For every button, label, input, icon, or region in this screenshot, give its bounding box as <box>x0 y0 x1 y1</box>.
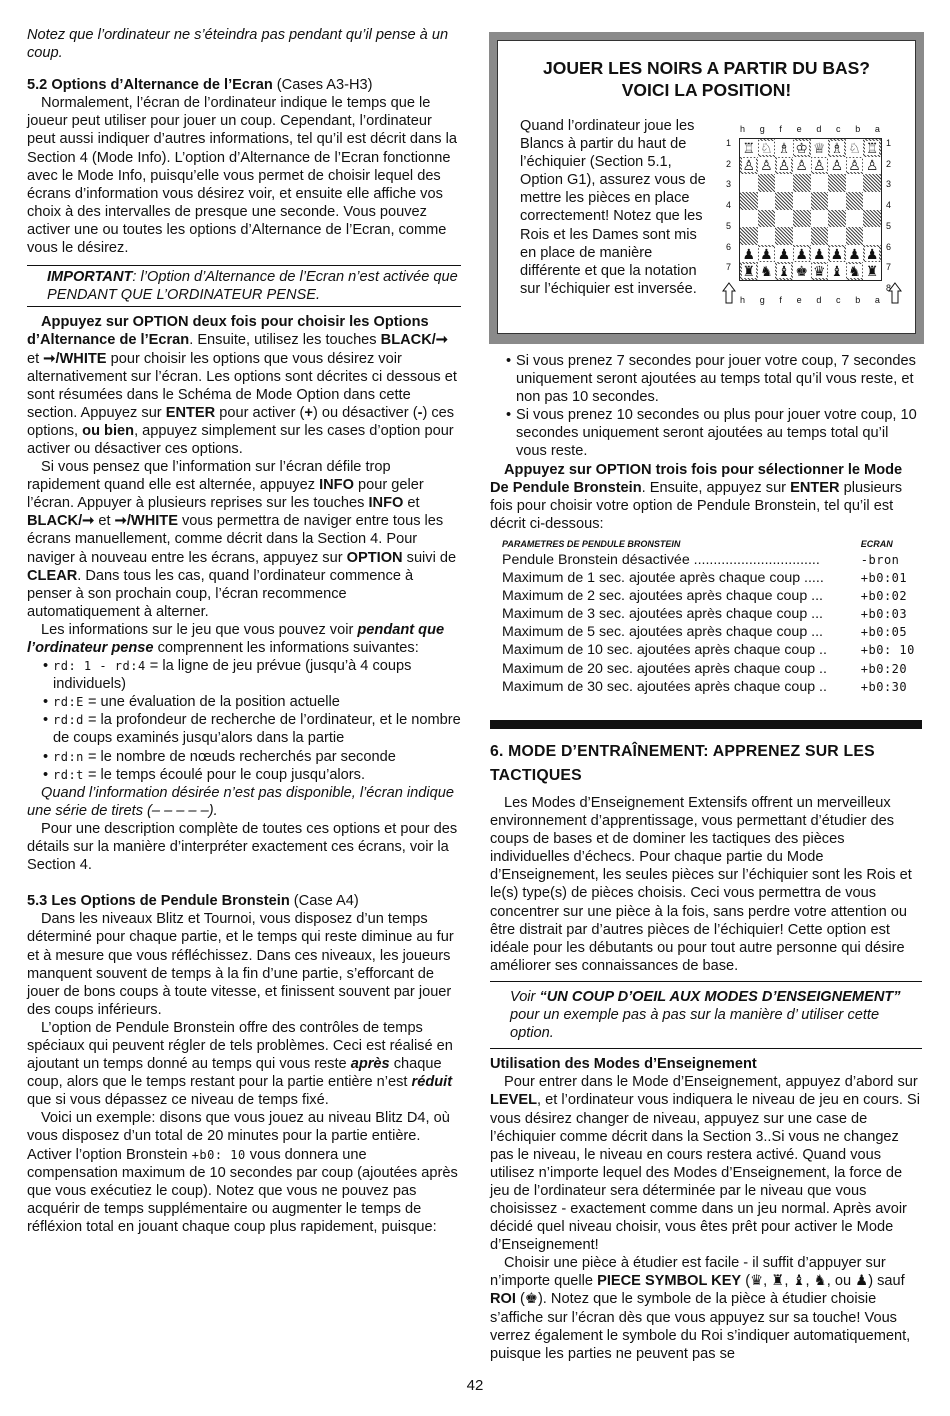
table-header-params: PARAMETRES DE PENDULE BRONSTEIN <box>502 538 681 549</box>
section-5-2-paragraph: Normalement, l’écran de l’ordinateur indique le temps que le joueur peut utiliser pour jouer un coup. Cependant, l’ordinateur peut aussi indiquer d’autres informations, tel qu’il est décrit dans la Section 4 (Mode Info). L’option d’Alternance de l’Ecran fonctionne avec le Mode Info, puisqu’elle vous permet de choisir lequel des écrans d’information vous désirez voir, et ensuite elle affiche vos choix à des intervalles de presque une seconde. Vous pouvez activer une ou toutes les options d’Alternance de l’Ecran, comme vous le désirez. <box>27 95 457 257</box>
board-file-label: g <box>759 295 765 305</box>
chess-piece: ♙ <box>830 157 844 174</box>
freeze-screen-paragraph: Si vous pensez que l’information sur l’écran défile trop rapidement quand elle est alternée, appuyez INFO pour geler l’écran. Appuyer à plusieurs reprises sur les touches INFO et BLACK/➞ et ➞/WHITE vous permettra de naviger entre tous les écrans manuellement, comme décrit dans la Section 4. Pour naviger à nouveau entre les écrans, appuyez sur OPTION suivi de CLEAR. Dans tous les cas, quand l’ordinateur commence à penser à son prochain coup, l’écran recommence automatiquement à alterner. <box>27 459 457 620</box>
notice-inner <box>497 40 916 334</box>
board-square <box>793 157 811 175</box>
list-item: • rd:t = le temps écoulé pour le coup jusqu’alors. <box>27 766 461 784</box>
board-file-label: g <box>759 124 765 134</box>
chess-piece: ♟ <box>830 245 844 262</box>
chess-piece: ♙ <box>848 157 861 174</box>
board-rank-label: 7 <box>886 262 892 273</box>
board-square <box>828 139 846 157</box>
board-square <box>758 262 776 280</box>
table-row <box>502 551 920 569</box>
board-square <box>828 245 846 263</box>
list-item: • Si vous prenez 7 secondes pour jouer votre coup, 7 secondes uniquement seront ajoutées au temps total qu’il vous reste, et non pas 10 secondes. <box>490 352 922 406</box>
board-square <box>758 174 776 192</box>
board-square <box>758 210 776 228</box>
dashes-note: Quand l’information désirée n’est pas disponible, l’écran indique une série de tirets (– – – – –). <box>27 784 454 819</box>
chess-piece: ♟ <box>795 245 808 262</box>
board-square <box>775 139 793 157</box>
board-square <box>793 174 811 192</box>
table-cell-screen: +b0:01 <box>860 571 908 586</box>
board-square <box>775 227 793 245</box>
chess-piece: ♖ <box>742 139 756 156</box>
teaching-modes-paragraph-2: Choisir une pièce à étudier est facile - il suffit d’appuyer sur n’importe quelle PIECE SYMBOL KEY (♛, ♜, ♝, ♞, ou ♟) sauf ROI (♚). Notez que le symbole de la pièce à étudier choisie s’affiche sur l’écran dès que vous appuyez sur sa touche! Vous verrez également le symbole du Roi s’indiquer automatiquement, puisque les parties ne peuvent pas se <box>490 1255 911 1362</box>
board-square <box>775 262 793 280</box>
note-top-rule <box>490 981 922 982</box>
chess-piece: ♙ <box>760 157 773 174</box>
table-cell-param: Maximum de 3 sec. ajoutées après chaque coup ... <box>502 606 823 623</box>
table-cell-param: Maximum de 10 sec. ajoutées après chaque coup .. <box>502 642 827 659</box>
board-square <box>863 227 881 245</box>
board-square <box>811 157 829 175</box>
chess-piece: ♙ <box>795 157 808 174</box>
board-square <box>811 139 829 157</box>
board-rank-label: 1 <box>726 138 732 148</box>
board-square <box>793 262 811 280</box>
notice-title-line-1: JOUER LES NOIRS A PARTIR DU BAS? <box>542 58 870 78</box>
board-square <box>775 157 793 175</box>
board-rank-label: 6 <box>886 241 892 252</box>
board-square <box>740 245 758 263</box>
board-square <box>740 227 758 245</box>
board-square <box>758 192 776 210</box>
chess-piece: ♞ <box>848 263 861 280</box>
notice-title <box>498 57 915 101</box>
board-files-bottom <box>740 295 880 305</box>
chess-piece: ♚ <box>795 263 808 280</box>
board-file-label: f <box>779 124 782 134</box>
board-square <box>846 227 864 245</box>
board-square <box>793 210 811 228</box>
table-header-row <box>502 537 920 551</box>
board-square <box>863 210 881 228</box>
board-square <box>758 157 776 175</box>
section-5-2-title: 5.2 Options d’Alternance de l’Ecran (Cases A3-H3) <box>27 77 373 94</box>
table-cell-param: Maximum de 1 sec. ajoutée après chaque coup ..... <box>502 570 824 587</box>
board-rank-label: 5 <box>886 220 892 231</box>
up-arrow-icon <box>722 282 736 304</box>
board-file-label: e <box>796 295 802 305</box>
board-file-label: h <box>740 124 746 134</box>
board-ranks-right <box>886 138 891 293</box>
board-grid <box>739 138 882 281</box>
page-number: 42 <box>466 1377 484 1394</box>
table-row <box>502 569 920 587</box>
note-bottom-rule <box>490 1048 922 1049</box>
table-row <box>502 660 920 678</box>
board-rank-label: 3 <box>886 179 892 190</box>
board-file-label: d <box>816 124 822 134</box>
chess-piece: ♔ <box>795 139 808 156</box>
board-square <box>811 174 829 192</box>
section-divider-bar <box>490 720 922 729</box>
chess-piece: ♕ <box>813 139 826 156</box>
board-square <box>775 192 793 210</box>
board-square <box>863 174 881 192</box>
section-5-3-paragraph-3: Voici un exemple: disons que vous jouez au niveau Blitz D4, où vous disposez d’un total de 20 minutes pour la partie entière. Activer l’option Bronstein +b0: 10 vous donnera une compensation maximum de 10 secondes par coup (ajoutées après que vous exécutiez le coup). Notez que vous ne pouvez pas acquérir de temps supplémentaire ou augmenter le temps de réfléxion total en jouant chaque coup plus rapidement, puisque: <box>27 1110 458 1235</box>
board-square <box>863 262 881 280</box>
board-file-label: a <box>874 124 880 134</box>
board-file-label: c <box>836 295 841 305</box>
table-cell-param: Pendule Bronstein désactivée ................................ <box>502 551 820 568</box>
board-square <box>811 245 829 263</box>
chess-piece: ♟ <box>760 245 773 262</box>
chess-piece: ♟ <box>865 245 879 262</box>
alternance-instructions: Appuyez sur OPTION deux fois pour choisir les Options d’Alternance de l’Ecran. Ensuite, utilisez les touches BLACK/➞ et ➞/WHITE pour choisir les options que vous désirez voir alternativement sur l’écran. Les options sont décrites ci dessous et sont résumées dans le Schéma de Mode Option dans cette section. Appuyez sur ENTER pour activer (+) ou désactiver (-) ces options, ou bien, appuyez simplement sur les cases d’option pour activer ou désactiver ces options. <box>27 314 457 457</box>
chess-piece: ♟ <box>777 245 791 262</box>
teaching-modes-subtitle: Utilisation des Modes d’Enseignement <box>490 1056 757 1073</box>
table-header-screen: ECRAN <box>860 538 893 549</box>
table-cell-param: Maximum de 30 sec. ajoutées après chaque coup .. <box>502 678 827 695</box>
important-note: IMPORTANT: l’Option d’Alternance de l’Ecran n’est activée que PENDANT QUE L’ORDINATEUR PENSE. <box>27 265 461 307</box>
board-file-label: h <box>740 295 746 305</box>
chess-piece: ♝ <box>777 263 791 280</box>
chess-piece: ♛ <box>813 263 826 280</box>
board-ranks-left <box>726 138 731 293</box>
board-square <box>811 210 829 228</box>
notice-body: Quand l’ordinateur joue les Blancs à partir du haut de l’échiquier (Section 5.1, Option G1), assurez vous de mettre les pièces en place correctement! Notez que les Rois et les Dames sont mis en place de manière différente et que la notation sur l’échiquier est inversée. <box>520 118 706 297</box>
board-rank-label: 4 <box>886 200 892 211</box>
chess-piece: ♘ <box>760 139 773 156</box>
board-square <box>775 245 793 263</box>
board-file-label: d <box>816 295 822 305</box>
section-5-3-paragraph-2: L’option de Pendule Bronstein offre des contrôles de temps spéciaux qui peuvent régler de tels problèmes. Ceci est réalisé en ajoutant un temps donné au temps qui vous reste après chaque coup, alors que le temps restant pour la partie entière n’est réduit que si vous dépassez ce niveau de temps fixé. <box>27 1019 453 1109</box>
board-square <box>828 210 846 228</box>
chess-piece: ♘ <box>848 139 861 156</box>
table-cell-screen: +b0:02 <box>860 589 908 604</box>
board-square <box>863 192 881 210</box>
board-square <box>740 192 758 210</box>
table-cell-param: Maximum de 5 sec. ajoutées après chaque coup ... <box>502 624 823 641</box>
up-arrow-icon <box>888 282 902 304</box>
table-cell-screen: +b0:30 <box>860 679 908 694</box>
teaching-modes-paragraph-1: Pour entrer dans le Mode d’Enseignement, appuyez d’abord sur LEVEL, et l’ordinateur vous indiquera le niveau de jeu en cours. Si vous désirez changer de niveau, appuyez sur une case de l’échiquier comme décrit dans la Section 3..Si vous ne changez pas le niveau, le niveau en cours restera activé. Quand vous utilisez n’importe lequel des Modes d’Enseignement, la force de jeu de l’ordinateur sera déterminée par le niveau que vous choisissez - exactement comme dans un jeu normal. Après avoir décidé quel niveau choisir, vous êtes prêt pour activer le Mode d’Enseignement! <box>490 1074 920 1254</box>
board-square <box>811 192 829 210</box>
table-cell-param: Maximum de 20 sec. ajoutées après chaque coup .. <box>502 660 827 677</box>
list-item: • rd:n = le nombre de nœuds recherchés par seconde <box>27 748 461 766</box>
board-square <box>846 210 864 228</box>
section-6-heading: 6. MODE D’ENTRAÎNEMENT: APPRENEZ SUR LES TACTIQUES <box>490 743 875 784</box>
info-list-intro: Les informations sur le jeu que vous pouvez voir pendant que l’ordinateur pense comprennent les informations suivantes: <box>27 621 445 656</box>
board-rank-label: 2 <box>886 158 892 169</box>
intro-note: Notez que l’ordinateur ne s’éteindra pas pendant qu’il pense à un coup. <box>27 27 449 62</box>
teaching-modes-note: Voir “UN COUP D’OEIL AUX MODES D’ENSEIGNEMENT” pour un exemple pas à pas sur la manière d’ utiliser cette option. <box>510 988 901 1042</box>
board-rank-label: 4 <box>726 200 732 211</box>
board-square <box>846 192 864 210</box>
bronstein-examples <box>490 352 922 461</box>
board-square <box>775 210 793 228</box>
board-square <box>863 139 881 157</box>
board-square <box>828 262 846 280</box>
right-column-upper <box>490 352 922 696</box>
chess-piece: ♙ <box>777 157 791 174</box>
board-square <box>846 262 864 280</box>
section-6 <box>490 720 922 1363</box>
chessboard-diagram <box>722 124 912 310</box>
board-rank-label: 8 <box>886 282 892 293</box>
table-cell-screen: +b0:20 <box>860 661 908 676</box>
chess-piece: ♙ <box>813 157 826 174</box>
section-4-reference: Pour une description complète de toutes ces options et pour des détails sur la manière d’interpréter exactement ces écrans, voir la Section 4. <box>27 820 458 874</box>
table-cell-screen: +b0:03 <box>860 607 908 622</box>
chess-piece: ♙ <box>865 157 879 174</box>
chess-piece: ♝ <box>830 263 844 280</box>
board-rank-label: 1 <box>886 138 892 148</box>
board-file-label: e <box>796 124 802 134</box>
board-file-label: c <box>836 124 841 134</box>
black-setup-notice-box <box>489 32 924 344</box>
list-item: • rd:d = la profondeur de recherche de l’ordinateur, et le nombre de coups examinés jusqu’alors dans la partie <box>27 711 461 747</box>
notice-title-line-2: VOICI LA POSITION! <box>621 80 792 100</box>
board-square <box>811 262 829 280</box>
section-5-3-paragraph-1: Dans les niveaux Blitz et Tournoi, vous disposez d’un temps déterminé pour chaque partie, et le temps qui reste diminue au fur et à mesure que vous réfléchissez. Dans ces niveaux, les joueurs manquent souvent de temps à la fin d’une partie, s’efforcant de jouer de bons coups à toute vitesse, et finissent souvent par jouer des coups inférieurs. <box>27 911 454 1018</box>
board-square <box>793 245 811 263</box>
board-rank-label: 5 <box>726 220 732 231</box>
bronstein-instructions: Appuyez sur OPTION trois fois pour sélectionner le Mode De Pendule Bronstein. Ensuite, appuyez sur ENTER plusieurs fois pour choisir votre option de Pendule Bronstein, tel qu’il est décrit ci-dessous: <box>490 461 903 532</box>
table-row <box>502 587 920 605</box>
board-square <box>828 192 846 210</box>
chess-piece: ♜ <box>865 263 879 280</box>
board-square <box>758 227 776 245</box>
board-square <box>846 245 864 263</box>
board-square <box>740 157 758 175</box>
left-column <box>27 26 461 1236</box>
board-square <box>846 139 864 157</box>
chess-piece: ♟ <box>848 245 861 262</box>
chess-piece: ♞ <box>760 263 773 280</box>
board-square <box>775 174 793 192</box>
chess-piece: ♜ <box>742 263 756 280</box>
info-list <box>27 657 461 784</box>
board-square <box>793 139 811 157</box>
board-square <box>793 192 811 210</box>
board-square <box>863 245 881 263</box>
board-square <box>740 262 758 280</box>
board-rank-label: 3 <box>726 179 732 190</box>
table-cell-screen: +b0: 10 <box>860 643 915 658</box>
section-6-paragraph-1: Les Modes d’Enseignement Extensifs offrent un merveilleux environnement d’apprentissage, vous permettant d’étudier des coups de bases et de dominer les tactiques des pièces individuelles d’échecs. Pour chaque partie du Mode d’Enseignement, les seules pièces sur l’échiquier sont les Rois et le(s) type(s) de pièces choisis. Ceci vous permettra de vous concentrer sur une pièce à la fois, sans perdre votre attention ou être distrait par d’autres pièces de l’échiquier! Cette option est idéale pour les débutants ou pour tout autre personne qui désire améliorer ses connaissances de base. <box>490 795 912 974</box>
board-file-label: a <box>874 295 880 305</box>
list-item: • rd:E = une évaluation de la position actuelle <box>27 693 461 711</box>
list-item: • rd: 1 - rd:4 = la ligne de jeu prévue (jusqu’à 4 coups individuels) <box>27 657 461 693</box>
chess-piece: ♙ <box>742 157 756 174</box>
board-square <box>740 174 758 192</box>
board-square <box>758 245 776 263</box>
board-rank-label: 7 <box>726 262 732 273</box>
chess-piece: ♟ <box>813 245 826 262</box>
board-files-top <box>740 124 880 134</box>
chess-piece: ♖ <box>865 139 879 156</box>
table-row <box>502 641 920 659</box>
table-cell-param: Maximum de 2 sec. ajoutées après chaque coup ... <box>502 588 823 605</box>
table-cell-screen: -bron <box>860 552 900 567</box>
board-square <box>758 139 776 157</box>
chess-piece: ♗ <box>830 139 844 156</box>
board-square <box>740 210 758 228</box>
table-row <box>502 623 920 641</box>
chess-piece: ♟ <box>742 245 756 262</box>
list-item: • Si vous prenez 10 secondes ou plus pour jouer votre coup, 10 secondes uniquement seront ajoutées au temps total qu’il vous reste. <box>490 406 922 460</box>
board-file-label: b <box>855 124 861 134</box>
board-rank-label: 6 <box>726 241 732 252</box>
section-5-3-title: 5.3 Les Options de Pendule Bronstein (Case A4) <box>27 893 359 910</box>
board-square <box>793 227 811 245</box>
board-square <box>740 139 758 157</box>
table-cell-screen: +b0:05 <box>860 625 908 640</box>
chess-piece: ♗ <box>777 139 791 156</box>
board-square <box>811 227 829 245</box>
board-square <box>828 157 846 175</box>
board-file-label: f <box>779 295 782 305</box>
board-file-label: b <box>855 295 861 305</box>
board-square <box>828 227 846 245</box>
board-square <box>863 157 881 175</box>
board-square <box>828 174 846 192</box>
bronstein-table <box>502 537 920 696</box>
table-row <box>502 605 920 623</box>
board-rank-label: 2 <box>726 158 732 169</box>
table-row <box>502 678 920 696</box>
board-square <box>846 157 864 175</box>
board-square <box>846 174 864 192</box>
